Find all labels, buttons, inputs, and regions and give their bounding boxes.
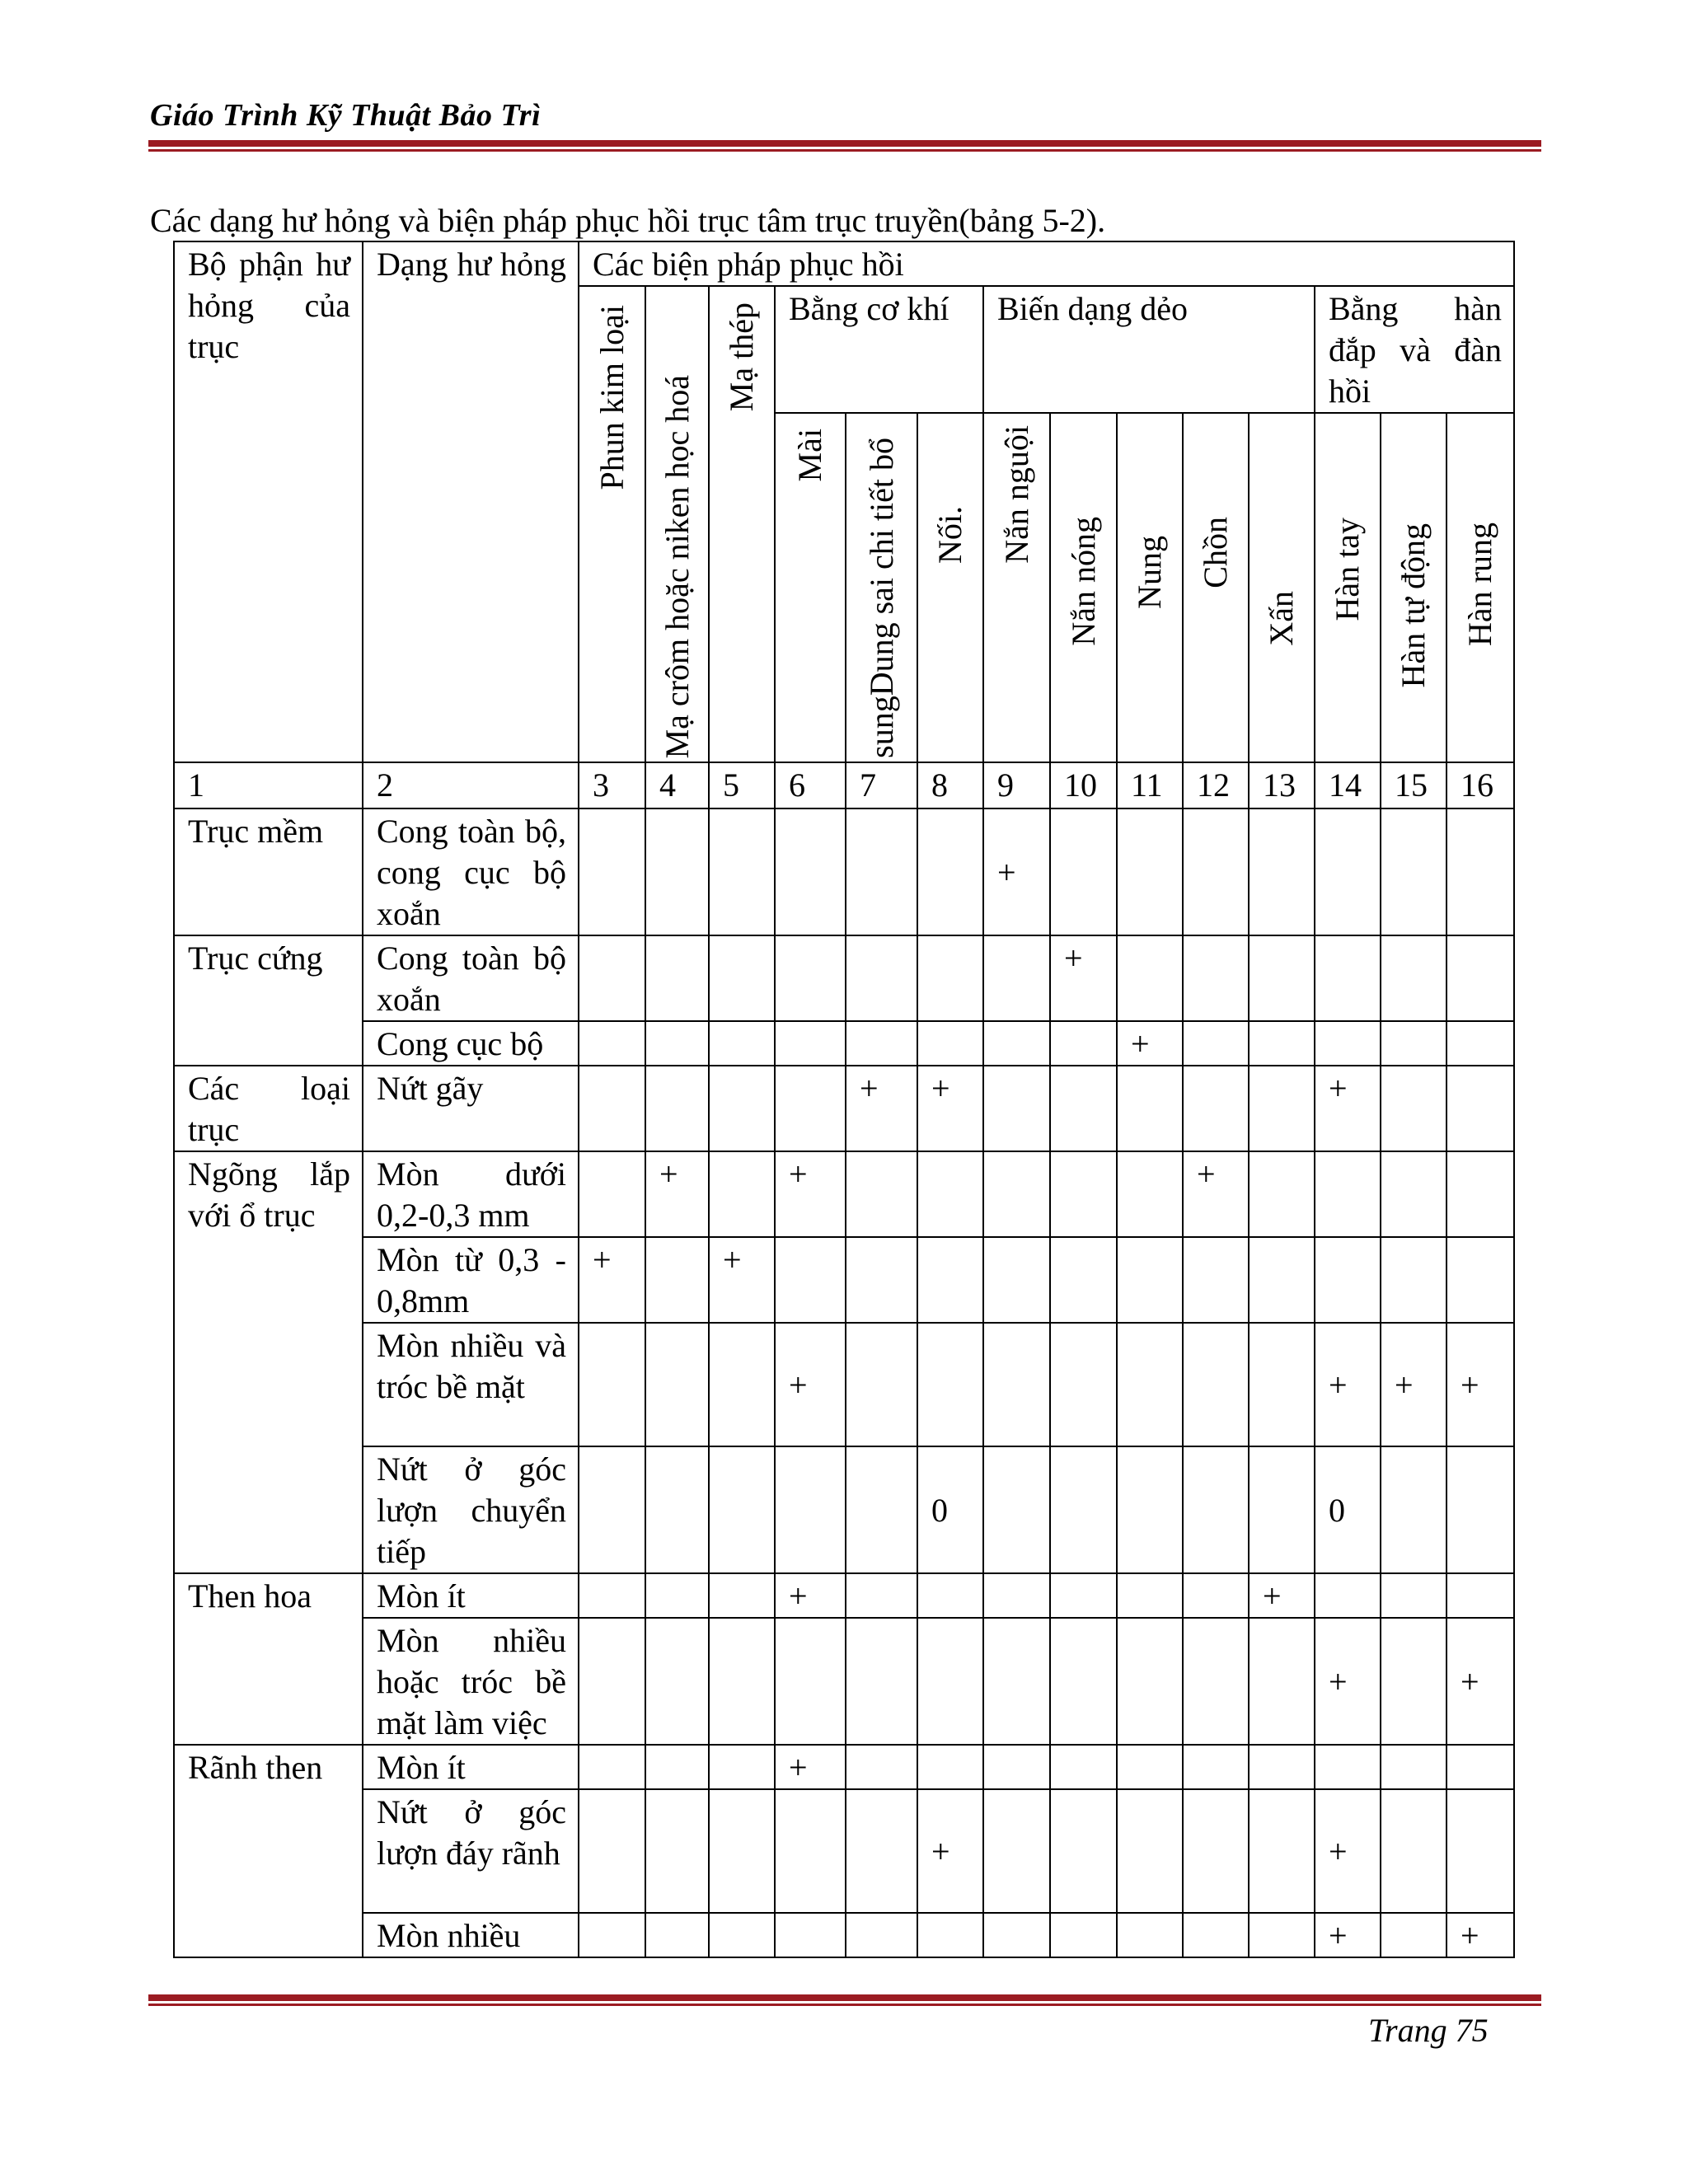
method-mark-cell xyxy=(983,1021,1050,1066)
footer-rule-thin xyxy=(148,2004,1541,2006)
method-mark-cell xyxy=(645,1446,709,1573)
header-metal-spraying: Phun kim loại xyxy=(579,286,645,762)
method-mark-cell xyxy=(1050,1573,1117,1618)
damage-type-cell: Mòn từ 0,3 - 0,8mm xyxy=(363,1237,579,1323)
damage-type-cell: Mòn nhiều và tróc bề mặt xyxy=(363,1323,579,1446)
method-mark-cell xyxy=(775,1066,846,1151)
table-row xyxy=(174,1237,1514,1323)
method-mark-cell xyxy=(645,1323,709,1446)
method-mark-cell: + xyxy=(1315,1618,1381,1745)
method-mark-cell xyxy=(579,1573,645,1618)
header-hot-straightening: Nắn nóng xyxy=(1050,413,1117,762)
header-repair-methods: Các biện pháp phục hồi xyxy=(579,241,1514,286)
method-mark-cell xyxy=(1117,1066,1183,1151)
header-heating: Nung xyxy=(1117,413,1183,762)
method-mark-cell xyxy=(1381,1021,1447,1066)
method-mark-cell xyxy=(645,1573,709,1618)
method-mark-cell xyxy=(645,1745,709,1789)
column-number: 3 xyxy=(579,762,645,808)
method-mark-cell xyxy=(1050,1446,1117,1573)
method-mark-cell: + xyxy=(1050,935,1117,1021)
method-mark-cell xyxy=(709,1789,775,1913)
method-mark-cell xyxy=(775,1913,846,1957)
method-mark-cell xyxy=(1447,1021,1514,1066)
method-mark-cell xyxy=(1050,1789,1117,1913)
damage-type-cell: Mòn nhiều xyxy=(363,1913,579,1957)
method-mark-cell xyxy=(1183,1237,1249,1323)
footer-rule xyxy=(148,1994,1541,2001)
header-damaged-part: Bộ phận hư hỏng của trục xyxy=(174,241,363,762)
method-mark-cell xyxy=(917,808,983,935)
method-mark-cell xyxy=(1447,1446,1514,1573)
method-mark-cell: + xyxy=(709,1237,775,1323)
damage-type-cell: Nứt ở góc lượn chuyển tiếp xyxy=(363,1446,579,1573)
method-mark-cell xyxy=(645,1913,709,1957)
method-mark-cell xyxy=(846,1446,917,1573)
damaged-part-cell: Trục mềm xyxy=(174,808,363,935)
method-mark-cell: + xyxy=(645,1151,709,1237)
column-number: 7 xyxy=(846,762,917,808)
header-damage-type: Dạng hư hỏng xyxy=(363,241,579,762)
method-mark-cell xyxy=(1183,1323,1249,1446)
header-group-mechanical: Bằng cơ khí xyxy=(775,286,983,413)
method-mark-cell xyxy=(846,1618,917,1745)
method-mark-cell xyxy=(1447,1066,1514,1151)
method-mark-cell: + xyxy=(775,1323,846,1446)
table-row xyxy=(174,1789,1514,1913)
damage-type-cell: Nứt ở góc lượn đáy rãnh xyxy=(363,1789,579,1913)
header-steel-plating: Mạ thép xyxy=(709,286,775,762)
method-mark-cell xyxy=(1249,1066,1315,1151)
table-row xyxy=(174,1745,1514,1789)
method-mark-cell: + xyxy=(1315,1323,1381,1446)
column-number: 12 xyxy=(1183,762,1249,808)
method-mark-cell xyxy=(1249,1323,1315,1446)
method-mark-cell xyxy=(1381,935,1447,1021)
method-mark-cell xyxy=(1117,1913,1183,1957)
method-mark-cell xyxy=(846,1323,917,1446)
method-mark-cell xyxy=(846,1913,917,1957)
method-mark-cell xyxy=(579,1789,645,1913)
method-mark-cell xyxy=(1381,1745,1447,1789)
method-mark-cell xyxy=(917,1913,983,1957)
method-mark-cell xyxy=(579,1618,645,1745)
method-mark-cell xyxy=(1315,1237,1381,1323)
column-number: 13 xyxy=(1249,762,1315,808)
method-mark-cell xyxy=(983,1237,1050,1323)
method-mark-cell xyxy=(1249,1151,1315,1237)
method-mark-cell xyxy=(1249,1618,1315,1745)
damage-type-cell: Mòn dưới 0,2-0,3 mm xyxy=(363,1151,579,1237)
damage-type-cell: Mòn ít xyxy=(363,1573,579,1618)
method-mark-cell xyxy=(645,1066,709,1151)
method-mark-cell xyxy=(917,1618,983,1745)
damage-type-cell: Cong toàn bộ xoắn xyxy=(363,935,579,1021)
method-mark-cell xyxy=(1447,935,1514,1021)
method-mark-cell xyxy=(579,1913,645,1957)
header-rule xyxy=(148,140,1541,147)
method-mark-cell xyxy=(1381,1446,1447,1573)
damaged-part-cell: Các loại trục xyxy=(174,1066,363,1151)
method-mark-cell xyxy=(709,1151,775,1237)
column-number: 1 xyxy=(174,762,363,808)
running-head: Giáo Trình Kỹ Thuật Bảo Trì xyxy=(150,98,542,133)
method-mark-cell xyxy=(579,808,645,935)
method-mark-cell xyxy=(1381,1789,1447,1913)
column-number: 6 xyxy=(775,762,846,808)
method-mark-cell xyxy=(1249,935,1315,1021)
method-mark-cell xyxy=(1315,935,1381,1021)
method-mark-cell xyxy=(645,1618,709,1745)
method-mark-cell xyxy=(1050,1745,1117,1789)
method-mark-cell xyxy=(709,1323,775,1446)
damage-type-cell: Mòn nhiều hoặc tróc bề mặt làm việc xyxy=(363,1618,579,1745)
method-mark-cell xyxy=(775,1618,846,1745)
method-mark-cell xyxy=(1183,1446,1249,1573)
method-mark-cell xyxy=(1050,808,1117,935)
method-mark-cell xyxy=(709,808,775,935)
damaged-part-cell: Then hoa xyxy=(174,1573,363,1745)
method-mark-cell xyxy=(917,935,983,1021)
method-mark-cell xyxy=(1315,1573,1381,1618)
header-group-welding: Bằng hàn đắp và đàn hồi xyxy=(1315,286,1514,413)
damage-type-cell: Nứt gãy xyxy=(363,1066,579,1151)
method-mark-cell xyxy=(709,1745,775,1789)
method-mark-cell: + xyxy=(1315,1066,1381,1151)
method-mark-cell xyxy=(917,1151,983,1237)
method-mark-cell xyxy=(917,1237,983,1323)
method-mark-cell xyxy=(645,1021,709,1066)
method-mark-cell xyxy=(775,1237,846,1323)
table-row xyxy=(174,1913,1514,1957)
method-mark-cell xyxy=(1117,808,1183,935)
method-mark-cell xyxy=(1447,1237,1514,1323)
method-mark-cell xyxy=(917,1021,983,1066)
method-mark-cell xyxy=(1183,1618,1249,1745)
method-mark-cell xyxy=(1117,1618,1183,1745)
method-mark-cell xyxy=(1249,1237,1315,1323)
method-mark-cell: + xyxy=(1381,1323,1447,1446)
method-mark-cell: 0 xyxy=(917,1446,983,1573)
method-mark-cell xyxy=(1447,1745,1514,1789)
damage-type-cell: Cong cục bộ xyxy=(363,1021,579,1066)
method-mark-cell xyxy=(1117,1573,1183,1618)
method-mark-cell xyxy=(1050,1913,1117,1957)
method-mark-cell xyxy=(709,935,775,1021)
method-mark-cell xyxy=(709,1618,775,1745)
method-mark-cell xyxy=(1249,808,1315,935)
method-mark-cell: + xyxy=(1447,1913,1514,1957)
table-caption: Các dạng hư hỏng và biện pháp phục hồi trục tâm trục truyền(bảng 5-2). xyxy=(150,202,1106,239)
method-mark-cell xyxy=(1249,1021,1315,1066)
method-mark-cell xyxy=(775,1789,846,1913)
method-mark-cell xyxy=(983,1789,1050,1913)
method-mark-cell xyxy=(645,1789,709,1913)
method-mark-cell xyxy=(983,1618,1050,1745)
method-mark-cell xyxy=(846,935,917,1021)
method-mark-cell xyxy=(846,1237,917,1323)
method-mark-cell: + xyxy=(775,1573,846,1618)
method-mark-cell xyxy=(983,1745,1050,1789)
table-row xyxy=(174,1066,1514,1151)
column-number: 5 xyxy=(709,762,775,808)
method-mark-cell xyxy=(1050,1618,1117,1745)
table-row xyxy=(174,1021,1514,1066)
column-number: 4 xyxy=(645,762,709,808)
damaged-part-cell: Ngõng lắp với ổ trục xyxy=(174,1151,363,1573)
method-mark-cell xyxy=(1249,1446,1315,1573)
method-mark-cell xyxy=(846,808,917,935)
table-row xyxy=(174,1618,1514,1745)
method-mark-cell: + xyxy=(1183,1151,1249,1237)
method-mark-cell xyxy=(579,1323,645,1446)
method-mark-cell xyxy=(1050,1151,1117,1237)
header-vibration-welding: Hàn rung xyxy=(1447,413,1514,762)
method-mark-cell xyxy=(917,1323,983,1446)
damage-type-cell: Mòn ít xyxy=(363,1745,579,1789)
method-mark-cell xyxy=(1381,1913,1447,1957)
column-number: 16 xyxy=(1447,762,1514,808)
method-mark-cell xyxy=(579,1021,645,1066)
method-mark-cell xyxy=(579,1745,645,1789)
method-mark-cell xyxy=(846,1151,917,1237)
method-mark-cell xyxy=(1117,1745,1183,1789)
method-mark-cell xyxy=(1183,935,1249,1021)
method-mark-cell xyxy=(1447,1151,1514,1237)
method-mark-cell xyxy=(983,1913,1050,1957)
method-mark-cell xyxy=(1050,1066,1117,1151)
method-mark-cell xyxy=(1183,1913,1249,1957)
method-mark-cell xyxy=(983,935,1050,1021)
column-number: 8 xyxy=(917,762,983,808)
header-automatic-welding: Hàn tự động xyxy=(1381,413,1447,762)
page-number: Trang 75 xyxy=(1368,2012,1489,2049)
method-mark-cell xyxy=(709,1913,775,1957)
method-mark-cell xyxy=(709,1446,775,1573)
method-mark-cell xyxy=(1117,1237,1183,1323)
method-mark-cell xyxy=(709,1573,775,1618)
column-number: 10 xyxy=(1050,762,1117,808)
method-mark-cell xyxy=(1117,1789,1183,1913)
method-mark-cell xyxy=(1381,1237,1447,1323)
table-row xyxy=(174,1151,1514,1237)
method-mark-cell xyxy=(775,808,846,935)
method-mark-cell xyxy=(983,1323,1050,1446)
header-manual-welding: Hàn tay xyxy=(1315,413,1381,762)
method-mark-cell xyxy=(709,1066,775,1151)
method-mark-cell xyxy=(709,1021,775,1066)
header-chrome-nickel-plating: Mạ crôm hoặc niken học hoá xyxy=(645,286,709,762)
method-mark-cell xyxy=(1381,1151,1447,1237)
method-mark-cell xyxy=(1447,1789,1514,1913)
method-mark-cell: + xyxy=(1315,1913,1381,1957)
method-mark-cell: + xyxy=(1117,1021,1183,1066)
column-number: 11 xyxy=(1117,762,1183,808)
method-mark-cell: + xyxy=(983,808,1050,935)
method-mark-cell xyxy=(1381,1573,1447,1618)
column-number: 2 xyxy=(363,762,579,808)
method-mark-cell xyxy=(1381,1618,1447,1745)
method-mark-cell xyxy=(1315,1745,1381,1789)
header-rule-thin xyxy=(148,149,1541,152)
method-mark-cell xyxy=(1117,935,1183,1021)
method-mark-cell xyxy=(1183,808,1249,935)
damaged-part-cell: Rãnh then xyxy=(174,1745,363,1957)
method-mark-cell xyxy=(775,1021,846,1066)
method-mark-cell xyxy=(1117,1446,1183,1573)
method-mark-cell xyxy=(1381,808,1447,935)
method-mark-cell xyxy=(775,1446,846,1573)
column-number: 14 xyxy=(1315,762,1381,808)
method-mark-cell xyxy=(1050,1237,1117,1323)
method-mark-cell xyxy=(917,1745,983,1789)
method-mark-cell xyxy=(846,1021,917,1066)
method-mark-cell xyxy=(645,935,709,1021)
header-cold-straightening: Nắn nguội xyxy=(983,413,1050,762)
method-mark-cell xyxy=(1249,1789,1315,1913)
method-mark-cell xyxy=(1050,1323,1117,1446)
method-mark-cell xyxy=(1183,1573,1249,1618)
header-swaging: Xấn xyxy=(1249,413,1315,762)
header-joining: Nối. xyxy=(917,413,983,762)
header-group-plastic-deformation: Biến dạng dẻo xyxy=(983,286,1315,413)
damage-type-cell: Cong toàn bộ, cong cục bộ xoắn xyxy=(363,808,579,935)
method-mark-cell xyxy=(983,1151,1050,1237)
method-mark-cell xyxy=(1381,1066,1447,1151)
method-mark-cell: + xyxy=(1447,1618,1514,1745)
method-mark-cell: + xyxy=(917,1789,983,1913)
method-mark-cell xyxy=(983,1066,1050,1151)
header-upsetting: Chồn xyxy=(1183,413,1249,762)
method-mark-cell: + xyxy=(1315,1789,1381,1913)
method-mark-cell xyxy=(645,808,709,935)
header-supplement-part: sungDung sai chi tiết bổ xyxy=(846,413,917,762)
method-mark-cell: + xyxy=(775,1151,846,1237)
method-mark-cell: + xyxy=(846,1066,917,1151)
method-mark-cell xyxy=(579,1151,645,1237)
table-row xyxy=(174,808,1514,935)
table-row xyxy=(174,1446,1514,1573)
method-mark-cell xyxy=(1183,1745,1249,1789)
method-mark-cell xyxy=(579,1446,645,1573)
method-mark-cell: 0 xyxy=(1315,1446,1381,1573)
method-mark-cell xyxy=(846,1573,917,1618)
method-mark-cell: + xyxy=(579,1237,645,1323)
table-row xyxy=(174,935,1514,1021)
method-mark-cell xyxy=(1183,1066,1249,1151)
method-mark-cell xyxy=(846,1789,917,1913)
method-mark-cell xyxy=(917,1573,983,1618)
method-mark-cell xyxy=(1050,1021,1117,1066)
method-mark-cell xyxy=(846,1745,917,1789)
method-mark-cell: + xyxy=(1447,1323,1514,1446)
table-row xyxy=(174,1573,1514,1618)
method-mark-cell xyxy=(1249,1745,1315,1789)
column-number: 9 xyxy=(983,762,1050,808)
repair-methods-table xyxy=(173,241,1515,1958)
method-mark-cell xyxy=(1117,1323,1183,1446)
method-mark-cell xyxy=(1183,1021,1249,1066)
method-mark-cell xyxy=(1315,808,1381,935)
method-mark-cell xyxy=(579,1066,645,1151)
method-mark-cell xyxy=(579,935,645,1021)
header-grinding: Mài xyxy=(775,413,846,762)
method-mark-cell xyxy=(1315,1151,1381,1237)
method-mark-cell xyxy=(1183,1789,1249,1913)
method-mark-cell: + xyxy=(775,1745,846,1789)
method-mark-cell: + xyxy=(1249,1573,1315,1618)
damaged-part-cell: Trục cứng xyxy=(174,935,363,1066)
method-mark-cell xyxy=(1249,1913,1315,1957)
method-mark-cell xyxy=(1315,1021,1381,1066)
method-mark-cell xyxy=(1117,1151,1183,1237)
method-mark-cell xyxy=(983,1446,1050,1573)
method-mark-cell xyxy=(1447,808,1514,935)
method-mark-cell xyxy=(1447,1573,1514,1618)
method-mark-cell: + xyxy=(917,1066,983,1151)
method-mark-cell xyxy=(645,1237,709,1323)
method-mark-cell xyxy=(775,935,846,1021)
table-row xyxy=(174,1323,1514,1446)
column-number: 15 xyxy=(1381,762,1447,808)
method-mark-cell xyxy=(983,1573,1050,1618)
